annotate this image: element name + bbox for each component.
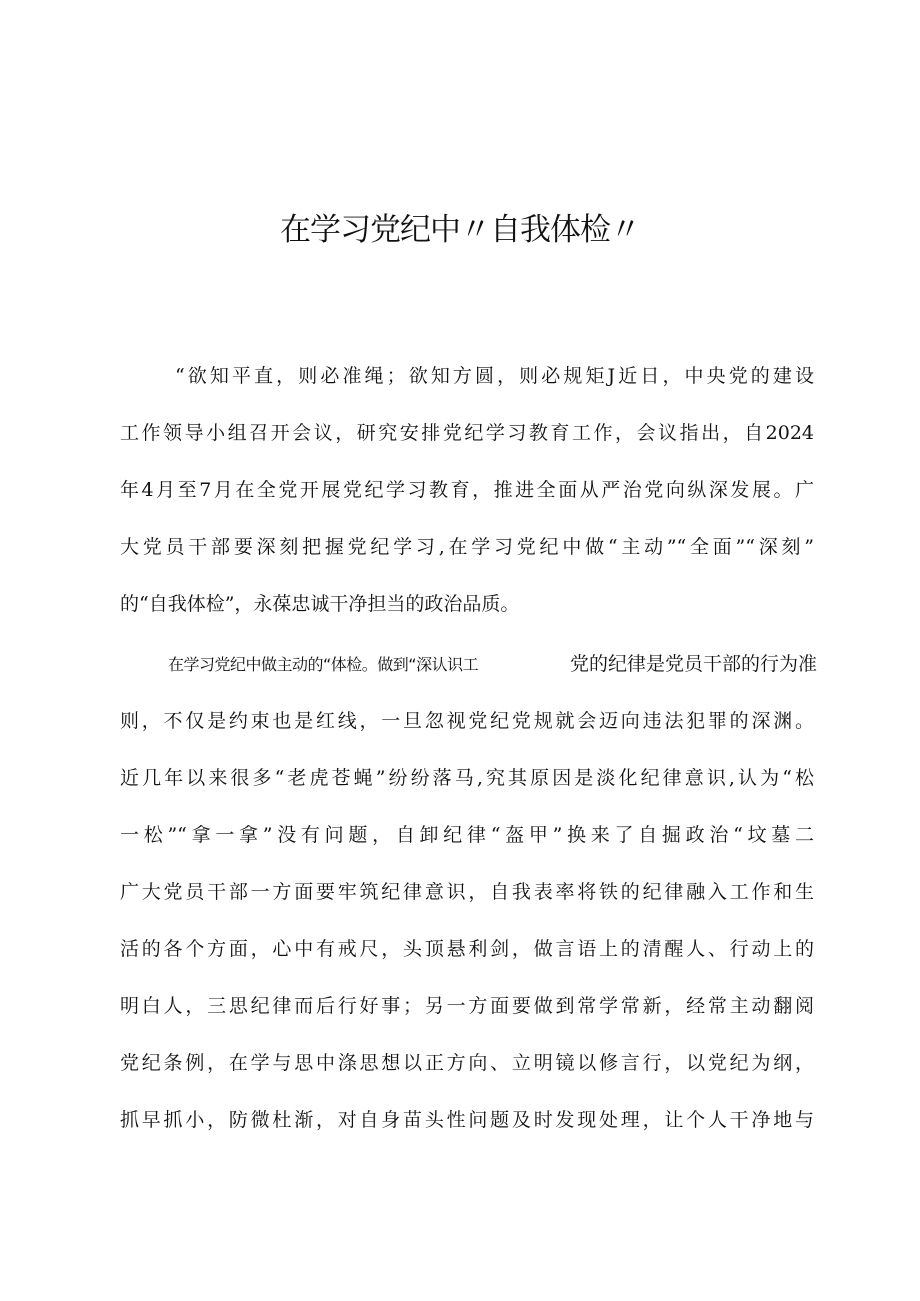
paragraph-2-line-7: 明白人，三思纪律而后行好事；另一方面要做到常学常新，经常主动翻阅	[120, 995, 814, 1017]
paragraph-2-line-1-rest: 党的纪律是党员干部的行为准	[570, 653, 818, 675]
paragraph-2-line-3: 近几年以来很多“老虎苍蝇”纷纷落马,究其原因是淡化纪律意识,认为“松	[120, 767, 814, 789]
paragraph-1-line-5: 的“自我体检”，永葆忠诚干净担当的政治品质。	[120, 593, 520, 615]
paragraph-2-line-6: 活的各个方面，心中有戒尺，头顶悬利剑，做言语上的清醒人、行动上的	[120, 938, 814, 960]
document-title: 在学习党纪中〃自我体检〃	[280, 212, 640, 248]
paragraph-2-line-8: 党纪条例，在学与思中涤思想以正方向、立明镜以修言行，以党纪为纲，	[120, 1052, 814, 1074]
paragraph-1-line-2: 工作领导小组召开会议，研究安排党纪学习教育工作，会议指出，自2024	[120, 422, 814, 444]
paragraph-2-line-9: 抓早抓小，防微杜渐，对自身苗头性问题及时发现处理，让个人干净地与	[120, 1109, 814, 1131]
paragraph-2-line-2: 则，不仅是约束也是红线，一旦忽视党纪党规就会迈向违法犯罪的深渊。	[120, 710, 814, 732]
paragraph-2-line-4: 一松”“拿一拿”没有问题，自卸纪律“盔甲”换来了自掘政治“坟墓二	[120, 824, 814, 846]
paragraph-1-line-1: “欲知平直，则必准绳；欲知方圆，则必规矩J近日，中央党的建设	[175, 365, 814, 387]
paragraph-2-line-5: 广大党员干部一方面要牢筑纪律意识，自我表率将铁的纪律融入工作和生	[120, 881, 814, 903]
paragraph-1-line-3: 年4月至7月在全党开展党纪学习教育，推进全面从严治党向纵深发展。广	[120, 479, 814, 501]
paragraph-1-line-4: 大党员干部要深刻把握党纪学习,在学习党纪中做“主动”“全面”“深刻”	[120, 536, 814, 558]
paragraph-2-line-1	[168, 650, 818, 678]
paragraph-2-heading: 在学习党纪中做主动的“体检。做到“深认识工	[168, 655, 479, 674]
